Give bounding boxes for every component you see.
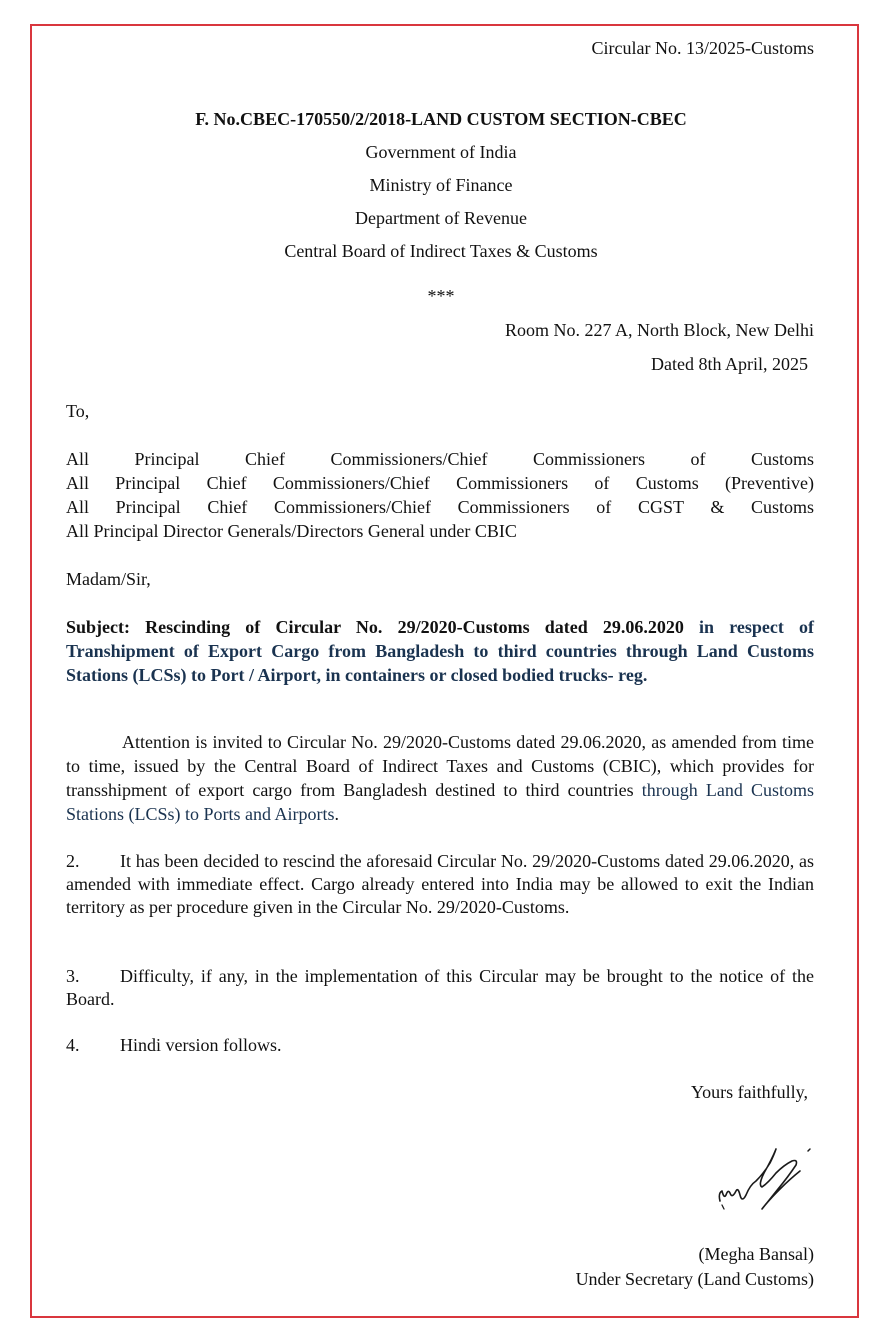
to-label: To, — [66, 401, 90, 421]
recipient-line: All Principal Director Generals/Directors General under CBIC — [66, 521, 517, 541]
salutation: Madam/Sir, — [66, 569, 151, 589]
subject-title: Subject: Rescinding of Circular No. 29/2020-Customs dated 29.06.2020 — [66, 617, 684, 637]
paragraph-2 — [66, 850, 814, 919]
board-line: Central Board of Indirect Taxes & Customs — [284, 241, 598, 261]
paragraph-1 — [66, 730, 814, 826]
signature-image — [712, 1143, 816, 1219]
recipient-line: All Principal Chief Commissioners/Chief Commissioners of CGST & Customs — [66, 497, 814, 517]
signatory-designation: Under Secretary (Land Customs) — [575, 1269, 814, 1289]
closing: Yours faithfully, — [690, 1082, 808, 1102]
paragraph-3 — [66, 965, 814, 1011]
subject — [66, 615, 814, 687]
ministry-line: Ministry of Finance — [369, 175, 513, 195]
office-address: Room No. 227 A, North Block, New Delhi — [505, 320, 814, 340]
paragraph-1-text: Attention is invited to Circular No. 29/2020-Customs dated 29.06.2020, as amended from time to time, issued by the Central Board of Indirect Taxes and Customs (CBIC), which provides for transshipment of export cargo from Bangladesh destined to third countries — [66, 732, 814, 800]
paragraph-3-number: 3. — [66, 966, 80, 986]
paragraph-1-end: . — [334, 804, 340, 824]
paragraph-1-highlight: through Land Customs Stations (LCSs) to Ports and Airports — [66, 780, 815, 824]
paragraph-4-number: 4. — [66, 1035, 80, 1055]
paragraph-4-text: Hindi version follows. — [120, 1035, 282, 1055]
department-line: Department of Revenue — [355, 208, 527, 228]
signatory-name: (Megha Bansal) — [698, 1244, 814, 1264]
subject-description: in respect of Transhipment of Export Cargo from Bangladesh to third countries through Land Customs Stations (LCSs) to Port / Airport, in containers or closed bodied trucks- reg. — [66, 617, 814, 685]
letter-date: Dated 8th April, 2025 — [651, 354, 808, 374]
paragraph-2-number: 2. — [66, 851, 80, 871]
separator-stars: *** — [427, 286, 455, 306]
government-line: Government of India — [365, 142, 517, 162]
recipient-line: All Principal Chief Commissioners/Chief Commissioners of Customs — [66, 449, 814, 469]
paragraph-4 — [66, 1034, 814, 1057]
recipient-line: All Principal Chief Commissioners/Chief Commissioners of Customs (Preventive) — [66, 473, 814, 493]
paragraph-3-text: Difficulty, if any, in the implementation of this Circular may be brought to the notice of the Board. — [66, 966, 814, 1009]
paragraph-2-text: It has been decided to rescind the aforesaid Circular No. 29/2020-Customs dated 29.06.2020, as amended with immediate effect. Cargo already entered into India may be allowed to exit the Indian territory as per procedure given in the Circular No. 29/2020-Customs. — [66, 851, 814, 917]
circular-number: Circular No. 13/2025-Customs — [591, 38, 814, 58]
file-number: F. No.CBEC-170550/2/2018-LAND CUSTOM SECTION-CBEC — [195, 109, 687, 129]
